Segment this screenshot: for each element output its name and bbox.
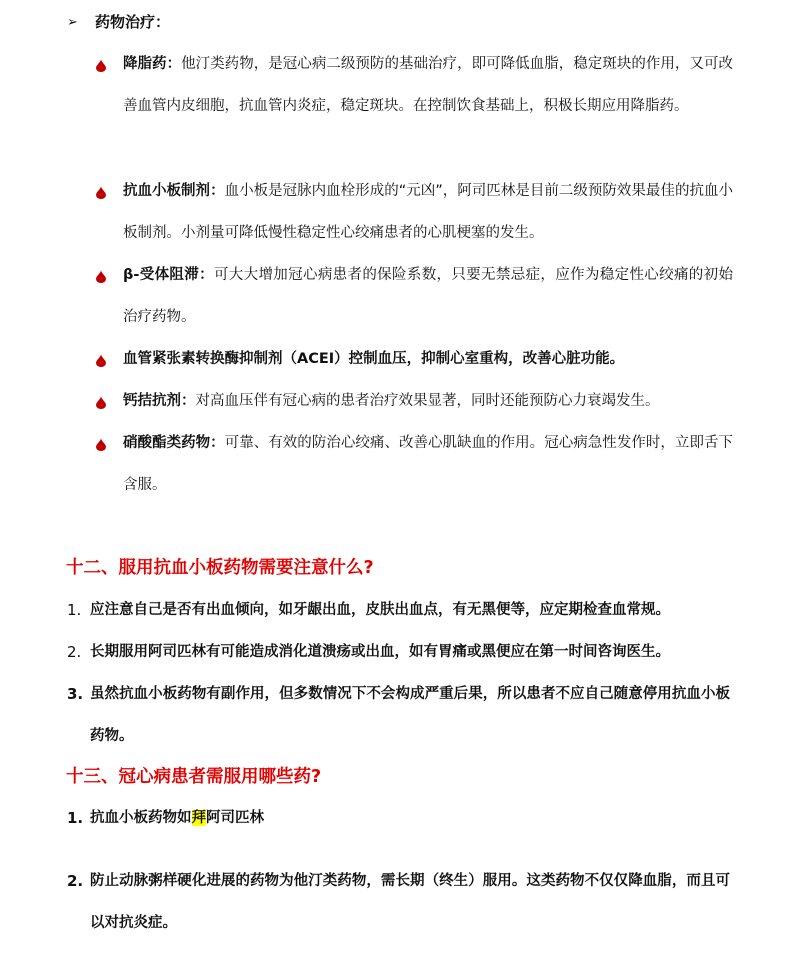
- drug-item-calcium-antagonist: [123, 380, 733, 422]
- list-number: 3.: [67, 685, 84, 703]
- drug-description: 对高血压伴有冠心病的患者治疗效果显著，同时还能预防心力衰竭发生。: [195, 393, 660, 409]
- highlighted-text: 拜: [191, 810, 206, 826]
- list-number: 2.: [67, 643, 82, 661]
- section-12-item: 长期服用阿司匹林有可能造成消化道溃疡或出血，如有胃痛或黑便应在第一时间咨询医生。: [90, 644, 670, 660]
- drop-bullet-icon: [96, 59, 106, 72]
- section-12-item: 虽然抗血小板药物有副作用，但多数情况下不会构成严重后果，所以患者不应自己随意停用抗血小板药物。: [90, 686, 730, 744]
- drop-bullet-icon: [96, 270, 106, 283]
- drug-description: 可靠、有效的防治心绞痛、改善心肌缺血的作用。冠心病急性发作时，立即舌下含服。: [123, 435, 733, 493]
- section-12-heading: 十二、服用抗血小板药物需要注意什么?: [66, 558, 374, 578]
- drop-bullet-icon: [96, 186, 106, 199]
- drop-bullet-icon: [96, 354, 106, 367]
- item-text: 抗血小板药物如: [90, 810, 192, 826]
- list-number: 2.: [67, 872, 84, 890]
- drug-description: 血小板是冠脉内血栓形成的“元凶”，阿司匹林是目前二级预防效果最佳的抗血小板制剂。小剂量可降低慢性稳定性心绞痛患者的心肌梗塞的发生。: [123, 183, 733, 241]
- drop-bullet-icon: [96, 396, 106, 409]
- drug-term: 钙拮抗剂：: [123, 393, 196, 409]
- drug-section-title: 药物治疗：: [95, 13, 171, 31]
- drug-term: 硝酸酯类药物：: [123, 435, 225, 451]
- drug-item-antiplatelet: [123, 170, 733, 254]
- drug-term: β-受体阻滞：: [123, 267, 214, 283]
- section-13-item-2: 防止动脉粥样硬化进展的药物为他汀类药物，需长期（终生）服用。这类药物不仅仅降血脂，而且可以对抗炎症。: [90, 873, 730, 931]
- drug-term: 抗血小板制剂：: [123, 183, 225, 199]
- item-text: 阿司匹林: [206, 810, 264, 826]
- drug-term: 血管紧张素转换酶抑制剂（ACEI）控制血压，抑制心室重构，改善心脏功能。: [123, 351, 625, 367]
- list-number: 1.: [67, 809, 84, 827]
- section-13-heading: 十三、冠心病患者需服用哪些药?: [66, 767, 322, 787]
- drug-description: 可大大增加冠心病患者的保险系数，只要无禁忌症，应作为稳定性心绞痛的初始治疗药物。: [123, 267, 733, 325]
- drug-item-acei: [123, 338, 733, 380]
- drop-bullet-icon: [96, 438, 106, 451]
- drug-item-beta-blocker: [123, 254, 733, 338]
- drug-item-statin: [123, 43, 733, 127]
- drug-item-nitrates: [123, 422, 733, 506]
- drug-term: 降脂药：: [123, 56, 182, 72]
- section-13-item-1: [90, 797, 730, 839]
- drug-description: 他汀类药物，是冠心病二级预防的基础治疗，即可降低血脂，稳定斑块的作用，又可改善血管内皮细胞，抗血管内炎症，稳定斑块。在控制饮食基础上，积极长期应用降脂药。: [123, 56, 734, 114]
- arrow-bullet-icon: ➢: [67, 15, 78, 30]
- section-12-item: 应注意自己是否有出血倾向，如牙龈出血，皮肤出血点，有无黑便等，应定期检查血常规。: [90, 602, 670, 618]
- list-number: 1.: [67, 601, 82, 619]
